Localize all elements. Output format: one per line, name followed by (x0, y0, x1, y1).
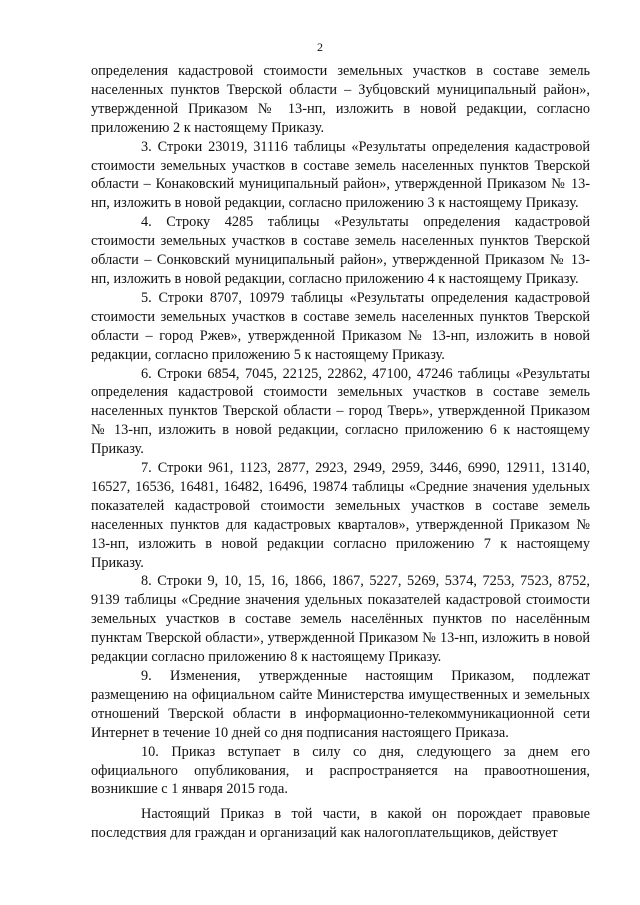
paragraph-text: Строку 4285 таблицы «Результаты определения кадастровой стоимости земельных участков в составе земель населенных пунктов Тверской области – Сонковский муниципальный район», утвержденной Приказом № 13-нп, изложить в новой редакции, согласно приложению 4 к настоящему Приказу. (91, 214, 591, 287)
paragraph-number: 8. (141, 573, 152, 590)
paragraph-number: 3. (141, 138, 152, 155)
paragraph-number: 9. (141, 668, 152, 684)
paragraph-item-9 (91, 667, 590, 743)
paragraph-text: Строки 8707, 10979 таблицы «Результаты определения кадастровой стоимости земельных участков в составе земель населенных пунктов Тверской области – город Ржев», утвержденной Приказом № 13-нп, изложить в новой редакции, согласно приложению 5 к настоящему Приказу. (91, 289, 590, 363)
paragraph-item-5 (91, 289, 590, 365)
paragraph-text: Изменения, утвержденные настоящим Приказом, подлежат размещению на официальном сайте Министерства имущественных и земельных отношений Тверской области в информационно-телекоммуникационной сети Интернет в течение 10 дней со дня подписания настоящего Приказа. (91, 668, 590, 741)
paragraph-item-4 (91, 213, 590, 289)
paragraph-number: 6. (141, 365, 152, 382)
paragraph-text: Строки 961, 1123, 2877, 2923, 2949, 2959, 3446, 6990, 12911, 13140, 16527, 16536, 16481, 16482, 16496, 19874 таблицы «Средние значения удельных показателей кадастровой стоимости земельных участков в составе земель населенных пунктов для кадастровых кварталов», утвержденной Приказом № 13-нп, изложить в новой редакции согласно приложению 7 к настоящему Приказу. (91, 460, 590, 571)
paragraph-item-7 (91, 459, 590, 572)
paragraph-item-6 (91, 365, 590, 460)
paragraph-number: 10. (141, 743, 159, 760)
paragraph-final (91, 805, 590, 843)
paragraph-text: Строки 9, 10, 15, 16, 1866, 1867, 5227, 5269, 5374, 7253, 7523, 8752, 9139 таблицы «Средние значения удельных показателей кадастровой стоимости земельных участков в составе земель населённых пунктов по населённым пунктам Тверской области», утвержденной Приказом № 13-нп, изложить в новой редакции согласно приложению 8 к настоящему Приказу. (91, 573, 591, 666)
paragraph-text: Строки 6854, 7045, 22125, 22862, 47100, 47246 таблицы «Результаты определения кадастровой стоимости земельных участков в составе земель населенных пунктов Тверской области – город Тверь», утвержденной Приказом № 13-нп, изложить в новой редакции, согласно приложению 6 к настоящему Приказу. (91, 365, 590, 458)
paragraph-text: Строки 23019, 31116 таблицы «Результаты определения кадастровой стоимости земельных участков в составе земель населенных пунктов Тверской области – Конаковский муниципальный район», утвержденной Приказом № 13-нп, изложить в новой редакции, согласно приложению 3 к настоящему Приказу. (91, 138, 591, 212)
paragraph-item-8 (91, 572, 590, 667)
page-number: 2 (317, 40, 323, 54)
paragraph-continuation (91, 62, 590, 138)
paragraph-text: Приказ вступает в силу со дня, следующего за днем его официального опубликования, и распространяется на правоотношения, возникшие с 1 января 2015 года. (91, 743, 590, 798)
paragraph-number: 5. (141, 289, 152, 306)
paragraph-item-3 (91, 138, 590, 214)
paragraph-text: определения кадастровой стоимости земельных участков в составе земель населенных пунктов Тверской области – Зубцовский муниципальный район», утвержденной Приказом № 13-нп, изложить в новой редакции, согласно приложению 2 к настоящему Приказу. (91, 63, 590, 136)
paragraph-number: 7. (141, 460, 152, 477)
paragraph-item-10 (91, 743, 590, 800)
document-body (91, 62, 590, 843)
paragraph-text: Настоящий Приказ в той части, в какой он порождает правовые последствия для граждан и организаций как налогоплательщиков, действует (91, 806, 590, 842)
paragraph-number: 4. (141, 214, 152, 231)
